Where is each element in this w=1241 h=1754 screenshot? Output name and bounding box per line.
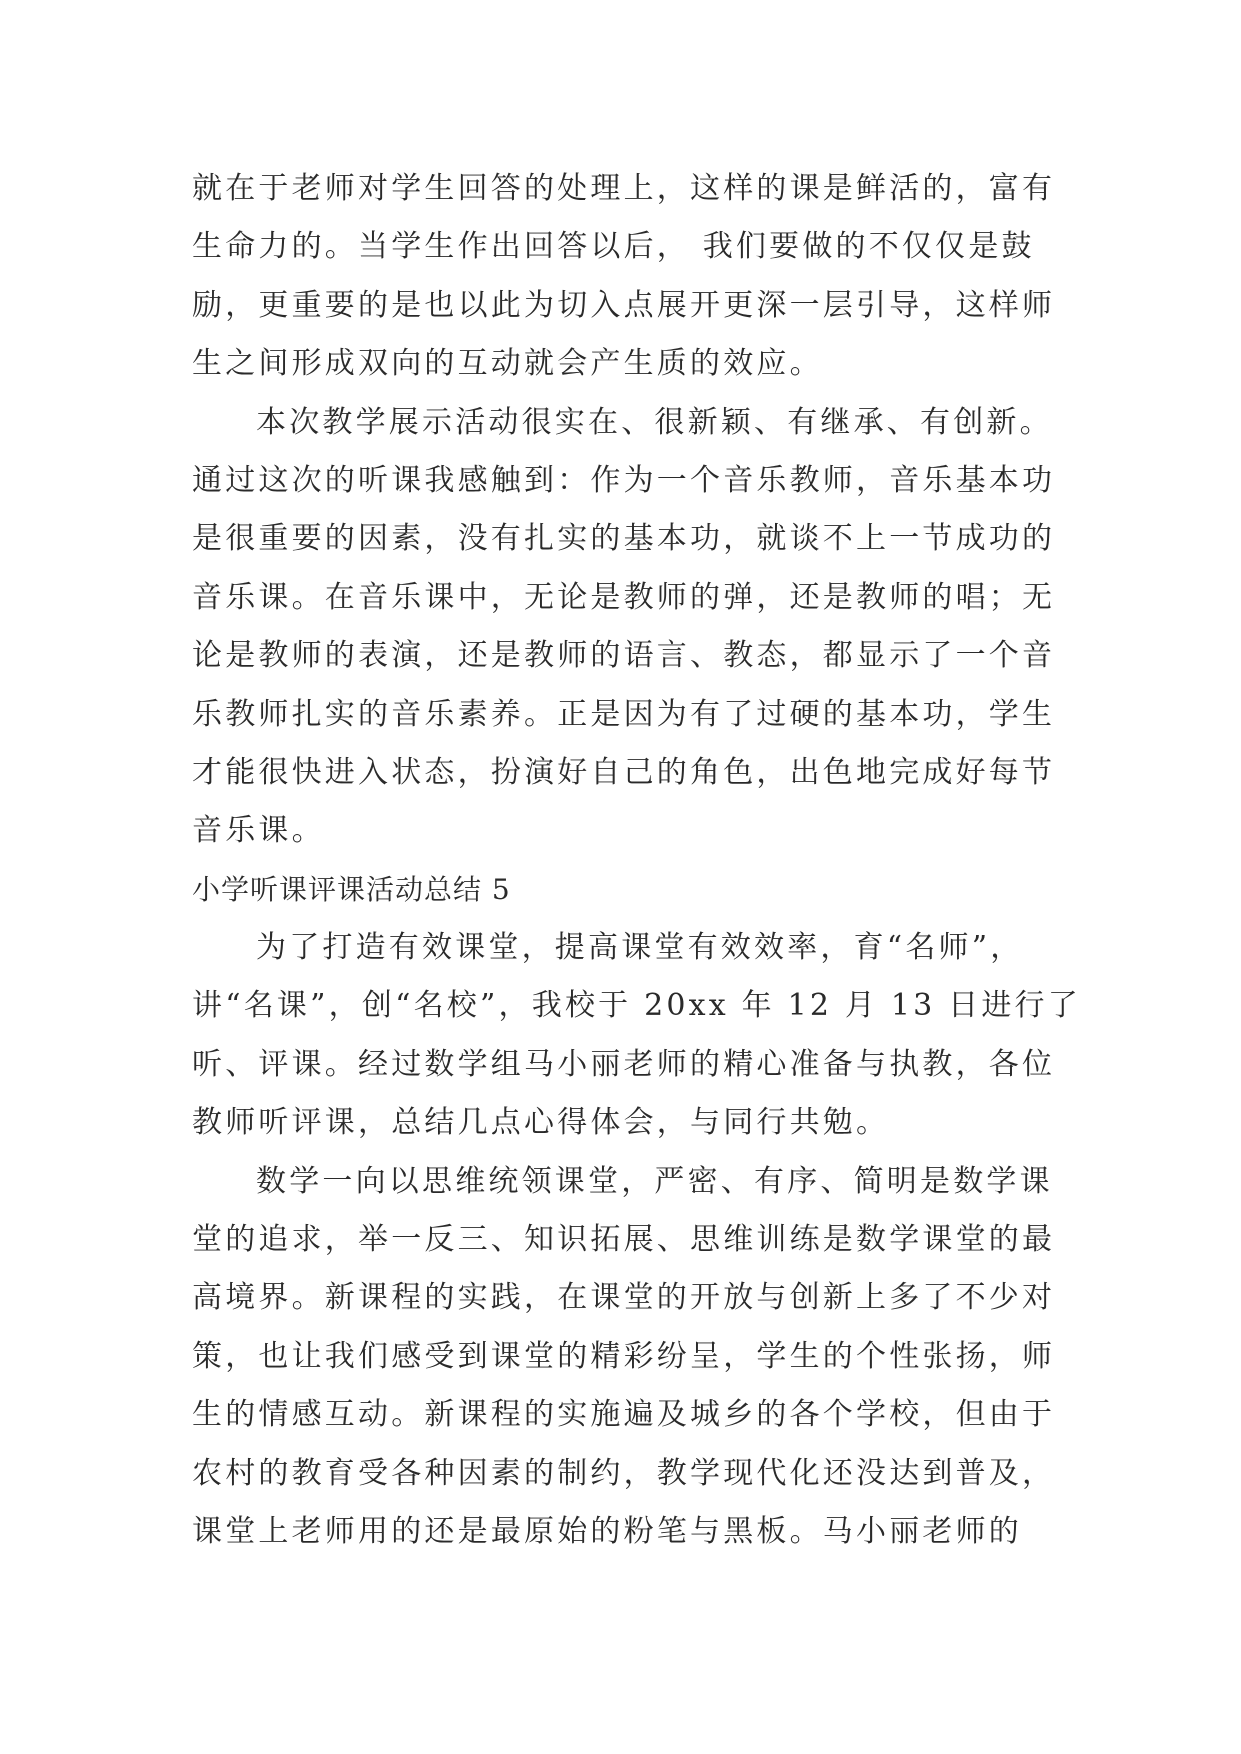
paragraph-line: 论是教师的表演，还是教师的语言、教态，都显示了一个音 xyxy=(192,638,1056,674)
intro-paragraph xyxy=(192,919,1081,1153)
paragraph-line: 农村的教育受各种因素的制约，教学现代化还没达到普及， xyxy=(192,1455,1056,1491)
paragraph-line: 高境界。新课程的实践，在课堂的开放与创新上多了不少对 xyxy=(192,1280,1056,1316)
paragraph-line: 教师听评课，总结几点心得体会，与同行共勉。 xyxy=(192,1105,890,1141)
paragraph-line: 就在于老师对学生回答的处理上，这样的课是鲜活的，富有 xyxy=(192,171,1056,206)
paragraph-line: 才能很快进入状态，扮演好自己的角色，出色地完成好每节 xyxy=(192,754,1056,790)
paragraph-line: 通过这次的听课我感触到：作为一个音乐教师，音乐基本功 xyxy=(192,462,1056,498)
paragraph-line: 策，也让我们感受到课堂的精彩纷呈，学生的个性张扬，师 xyxy=(192,1338,1056,1374)
paragraph-line: 生命力的。当学生作出回答以后， 我们要做的不仅仅是鼓 xyxy=(192,229,1035,265)
paragraph-line: 生的情感互动。新课程的实施遍及城乡的各个学校，但由于 xyxy=(192,1397,1056,1433)
paragraph-line: 是很重要的因素，没有扎实的基本功，就谈不上一节成功的 xyxy=(192,521,1056,557)
paragraph-line: 励，更重要的是也以此为切入点展开更深一层引导，这样师 xyxy=(192,287,1056,323)
section-heading: 小学听课评课活动总结 5 xyxy=(192,872,511,906)
document-body xyxy=(192,160,1081,1561)
paragraph-line: 堂的追求，举一反三、知识拓展、思维训练是数学课堂的最 xyxy=(192,1222,1056,1258)
paragraph-line: 音乐课。 xyxy=(192,813,325,849)
paragraph-line: 乐教师扎实的音乐素养。正是因为有了过硬的基本功，学生 xyxy=(192,696,1056,732)
paragraph-line: 讲“名课”，创“名校”，我校于 20xx 年 12 月 13 日进行了 xyxy=(192,988,1081,1024)
paragraph-line: 为了打造有效课堂，提高课堂有效效率，育“名师”， xyxy=(256,930,1024,966)
paragraph-line: 生之间形成双向的互动就会产生质的效应。 xyxy=(192,346,823,382)
math-classroom-paragraph xyxy=(192,1153,1062,1562)
paragraph-line: 课堂上老师用的还是最原始的粉笔与黑板。马小丽老师的 xyxy=(192,1513,1022,1549)
paragraph-line: 听、评课。经过数学组马小丽老师的精心准备与执教，各位 xyxy=(192,1046,1056,1082)
continuation-paragraph xyxy=(192,160,1062,394)
paragraph-line: 音乐课。在音乐课中，无论是教师的弹，还是教师的唱；无 xyxy=(192,579,1056,615)
paragraph-line: 本次教学展示活动很实在、很新颖、有继承、有创新。 xyxy=(256,404,1053,440)
music-lesson-paragraph xyxy=(192,394,1062,861)
paragraph-line: 数学一向以思维统领课堂，严密、有序、简明是数学课 xyxy=(256,1163,1053,1199)
